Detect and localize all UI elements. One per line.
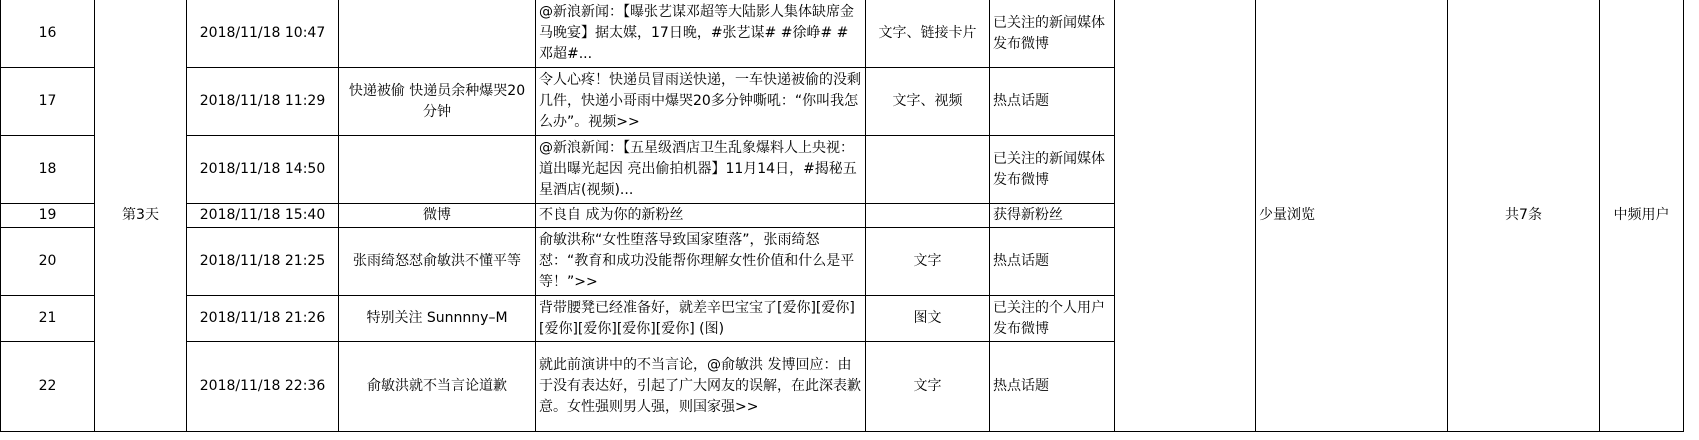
topic-cell: 特别关注 Sunnnny–M [339,296,536,342]
row-number-cell: 21 [1,296,95,342]
format-cell: 文字 [866,342,990,432]
topic-cell: 快递被偷 快递员余种爆哭20分钟 [339,68,536,136]
row-number-cell: 20 [1,228,95,296]
format-cell: 文字、视频 [866,68,990,136]
source-cell: 热点话题 [990,68,1115,136]
content-cell: @新浪新闻：【曝张艺谋邓超等大陆影人集体缺席金马晚宴】据太媒，17日晚，#张艺谋# #徐峥# #邓超#... [536,0,866,68]
format-cell [866,204,990,228]
time-cell: 2018/11/18 21:25 [187,228,339,296]
source-cell: 获得新粉丝 [990,204,1115,228]
topic-cell [339,0,536,68]
format-cell: 图文 [866,296,990,342]
content-cell: 俞敏洪称“女性堕落导致国家堕落”，张雨绮怒怼：“教育和成功没能帮你理解女性价值和什么是平等！”>> [536,228,866,296]
source-cell: 已关注的个人用户发布微博 [990,296,1115,342]
format-cell [866,136,990,204]
topic-cell: 张雨绮怒怼俞敏洪不懂平等 [339,228,536,296]
source-cell: 热点话题 [990,228,1115,296]
source-cell: 热点话题 [990,342,1115,432]
row-number-cell: 17 [1,68,95,136]
time-cell: 2018/11/18 11:29 [187,68,339,136]
format-cell: 文字、链接卡片 [866,0,990,68]
content-cell: 背带腰凳已经准备好，就差辛巴宝宝了[爱你][爱你][爱你][爱你][爱你][爱你] (图) [536,296,866,342]
user-type-cell: 中频用户 [1600,0,1684,432]
row-number-cell: 19 [1,204,95,228]
time-cell: 2018/11/18 15:40 [187,204,339,228]
source-cell: 已关注的新闻媒体发布微博 [990,136,1115,204]
time-cell: 2018/11/18 21:26 [187,296,339,342]
time-cell: 2018/11/18 14:50 [187,136,339,204]
row-number-cell: 18 [1,136,95,204]
topic-cell: 俞敏洪就不当言论道歉 [339,342,536,432]
format-cell: 文字 [866,228,990,296]
topic-cell: 微博 [339,204,536,228]
topic-cell [339,136,536,204]
content-cell: @新浪新闻：【五星级酒店卫生乱象爆料人上央视：道出曝光起因 亮出偷拍机器】11月14日，#揭秘五星酒店(视频)... [536,136,866,204]
content-cell: 令人心疼！快递员冒雨送快递，一车快递被偷的没剩几件，快递小哥雨中爆哭20多分钟嘶吼：“你叫我怎么办”。视频>> [536,68,866,136]
time-cell: 2018/11/18 22:36 [187,342,339,432]
table-row [1,0,1684,68]
row-number-cell: 16 [1,0,95,68]
browse-cell: 少量浏览 [1256,0,1448,432]
day-cell: 第3天 [95,0,187,432]
time-cell: 2018/11/18 10:47 [187,0,339,68]
content-cell: 不良自 成为你的新粉丝 [536,204,866,228]
row-number-cell: 22 [1,342,95,432]
empty-cell [1115,0,1256,432]
page-bottom-margin [0,435,1699,440]
source-cell: 已关注的新闻媒体发布微博 [990,0,1115,68]
content-cell: 就此前演讲中的不当言论，@俞敏洪 发博回应：由于没有表达好，引起了广大网友的误解，在此深表歉意。女性强则男人强，则国家强>> [536,342,866,432]
total-cell: 共7条 [1448,0,1600,432]
